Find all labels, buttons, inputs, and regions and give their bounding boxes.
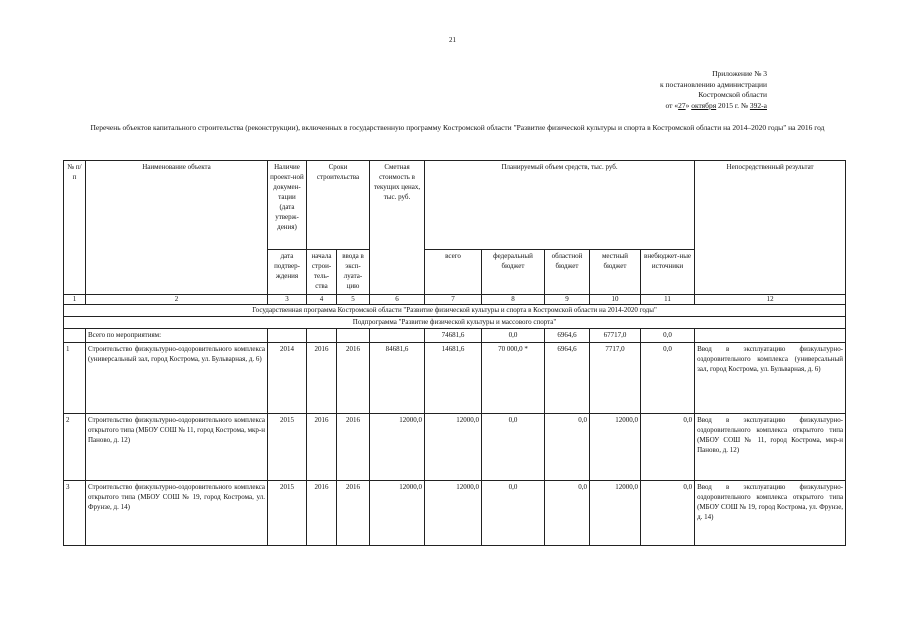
row-docs-date: 2014	[268, 343, 307, 414]
header-row-1	[64, 161, 846, 250]
date-year: 2015 г. №	[716, 100, 750, 110]
row-docs-date: 2015	[268, 414, 307, 481]
col-number: 12	[695, 295, 846, 305]
col-number: 5	[337, 295, 370, 305]
row-start: 2016	[307, 414, 337, 481]
row-object-name: Строительство физкультурно-оздоровительного комплекса (универсальный зал, город Кострома, ул. Бульварная, д. 6)	[86, 343, 268, 414]
row-commission: 2016	[337, 343, 370, 414]
appendix-header	[660, 69, 767, 111]
subprogram-title: Подпрограмма "Развитие физической культуры и массового спорта"	[64, 317, 846, 329]
header-docs-date: дата подтвер-ждения	[268, 250, 307, 295]
program-title: Государственная программа Костромской области "Развитие физической культуры и спорта в Костромской области на 2014-2020 годы"	[64, 305, 846, 317]
header-local: местный бюджет	[590, 250, 641, 295]
document-title: Перечень объектов капитального строительства (реконструкции), включенных в государственную программу Костромской области "Развитие физической культуры и спорта в Костромской области на 2014–2020 годы" на 2016 год	[90, 123, 825, 132]
row-federal: 0,0	[482, 481, 545, 546]
row-cost: 84681,6	[370, 343, 425, 414]
row-total: 12000,0	[425, 414, 482, 481]
header-num: № п/п	[64, 161, 86, 295]
header-docs: Наличие проект-ной докумен-тации (дата утверж-дения)	[268, 161, 307, 250]
cell-empty	[337, 329, 370, 343]
row-local: 12000,0	[590, 414, 641, 481]
col-number: 3	[268, 295, 307, 305]
row-cost: 12000,0	[370, 414, 425, 481]
cell-empty	[370, 329, 425, 343]
header-cost: Сметная стоимость в текущих ценах, тыс. руб.	[370, 161, 425, 295]
row-commission: 2016	[337, 414, 370, 481]
header-federal: федеральный бюджет	[482, 250, 545, 295]
col-number: 2	[86, 295, 268, 305]
cell-empty	[695, 329, 846, 343]
row-local: 7717,0	[590, 343, 641, 414]
appendix-line-3: Костромской области	[698, 90, 767, 99]
total-local: 67717,0	[590, 329, 641, 343]
row-federal: 0,0	[482, 414, 545, 481]
header-commission: ввода в эксп-луата-цию	[337, 250, 370, 295]
col-number: 4	[307, 295, 337, 305]
col-number: 6	[370, 295, 425, 305]
header-terms: Сроки строительства	[307, 161, 370, 250]
column-numbers-row	[64, 295, 846, 305]
total-federal: 0,0	[482, 329, 545, 343]
date-day: 27	[678, 100, 686, 110]
appendix-line-2: к постановлению администрации	[659, 79, 767, 89]
header-result: Непосредственный результат	[695, 161, 846, 295]
header-start: начала строи-тель-ства	[307, 250, 337, 295]
row-commission: 2016	[337, 481, 370, 546]
row-regional: 6964,6	[545, 343, 590, 414]
subprogram-row	[64, 317, 846, 329]
decree-number: 392-а	[749, 100, 767, 110]
col-number: 11	[641, 295, 695, 305]
col-number: 1	[64, 295, 86, 305]
date-month: октября	[691, 100, 717, 110]
row-federal: 70 000,0 *	[482, 343, 545, 414]
table-row	[64, 343, 846, 414]
row-total: 14681,6	[425, 343, 482, 414]
row-offbudget: 0,0	[641, 414, 695, 481]
cell-empty	[307, 329, 337, 343]
program-row	[64, 305, 846, 317]
row-start: 2016	[307, 481, 337, 546]
row-num: 3	[64, 481, 86, 546]
cell-empty	[268, 329, 307, 343]
row-local: 12000,0	[590, 481, 641, 546]
date-prefix: от «	[665, 100, 679, 110]
row-start: 2016	[307, 343, 337, 414]
cell-empty	[64, 329, 86, 343]
header-total: всего	[425, 250, 482, 295]
page-number: 21	[449, 36, 456, 44]
row-result: Ввод в эксплуатацию физкультурно-оздоровительного комплекса открытого типа (МБОУ СОШ № 19, город Кострома, ул. Фрунзе, д. 14)	[695, 481, 846, 546]
appendix-line-1: Приложение № 3	[712, 69, 767, 78]
appendix-date-line	[660, 101, 767, 112]
total-label: Всего по мероприятиям:	[86, 329, 268, 343]
row-result: Ввод в эксплуатацию физкультурно-оздоровительного комплекса (универсальный зал, город Кострома, ул. Бульварная, д. 6)	[695, 343, 846, 414]
row-result: Ввод в эксплуатацию физкультурно-оздоровительного комплекса открытого типа (МБОУ СОШ № 11, город Кострома, мкр-н Паново, д. 12)	[695, 414, 846, 481]
row-regional: 0,0	[545, 414, 590, 481]
row-cost: 12000,0	[370, 481, 425, 546]
col-number: 8	[482, 295, 545, 305]
total-sum: 74681,6	[425, 329, 482, 343]
header-regional: областной бюджет	[545, 250, 590, 295]
row-docs-date: 2015	[268, 481, 307, 546]
row-object-name: Строительство физкультурно-оздоровительного комплекса открытого типа (МБОУ СОШ № 11, город Кострома, мкр-н Паново, д. 12)	[86, 414, 268, 481]
row-total: 12000,0	[425, 481, 482, 546]
header-planned: Планируемый объем средств, тыс. руб.	[425, 161, 695, 250]
row-num: 2	[64, 414, 86, 481]
row-offbudget: 0,0	[641, 481, 695, 546]
row-object-name: Строительство физкультурно-оздоровительного комплекса открытого типа (МБОУ СОШ № 19, город Кострома, ул. Фрунзе, д. 14)	[86, 481, 268, 546]
total-offbudget: 0,0	[641, 329, 695, 343]
table-row	[64, 481, 846, 546]
row-offbudget: 0,0	[641, 343, 695, 414]
header-name: Наименование объекта	[86, 161, 268, 295]
total-regional: 6964,6	[545, 329, 590, 343]
total-row	[64, 329, 846, 343]
table-row	[64, 414, 846, 481]
col-number: 7	[425, 295, 482, 305]
objects-table	[63, 160, 846, 546]
header-offbudget: внебюджет-ные источники	[641, 250, 695, 295]
col-number: 9	[545, 295, 590, 305]
row-regional: 0,0	[545, 481, 590, 546]
row-num: 1	[64, 343, 86, 414]
date-mid: »	[685, 100, 692, 110]
col-number: 10	[590, 295, 641, 305]
